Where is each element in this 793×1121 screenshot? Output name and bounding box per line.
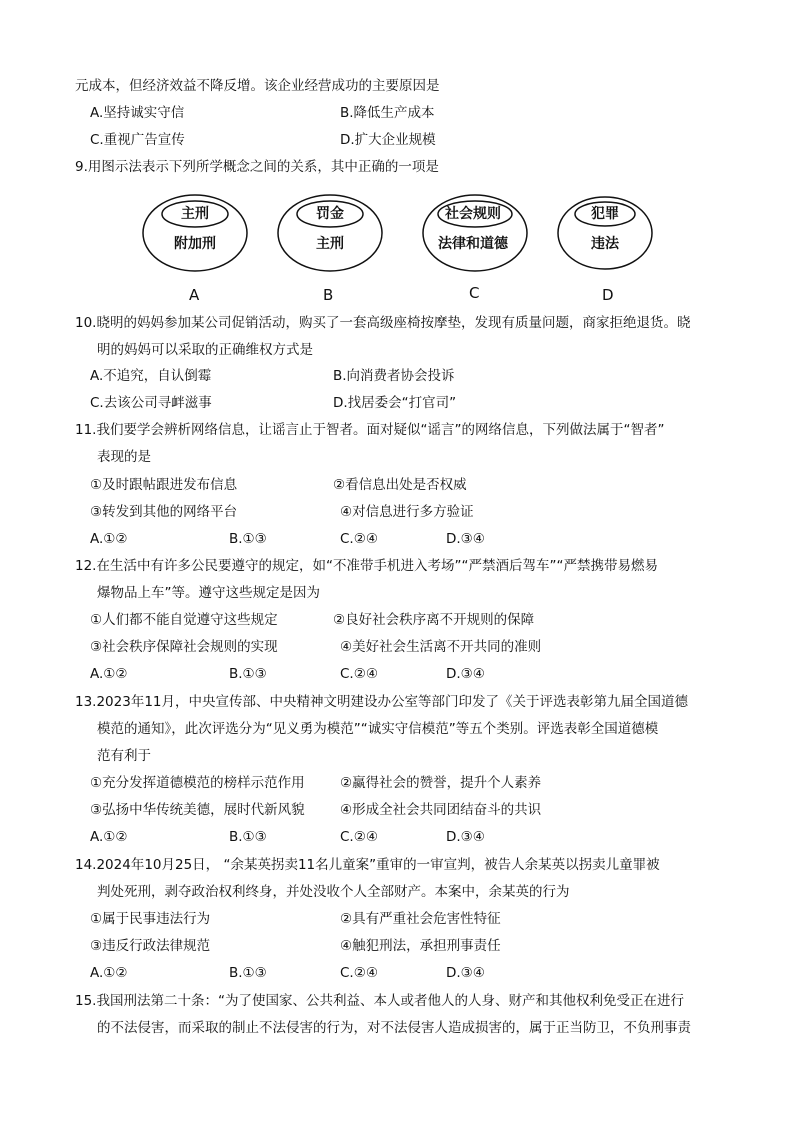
q14-item-1: ①属于民事违法行为: [90, 911, 211, 927]
q15-stem-line1: 15.我国刑法第二十条：“为了使国家、公共利益、本人或者他人的人身、财产和其他权利免受正在进行: [75, 993, 684, 1009]
q14-stem-line2: 判处死刑，剥夺政治权利终身，并处没收个人全部财产。本案中，余某英的行为: [97, 884, 570, 900]
q8-option-b: B.降低生产成本: [340, 105, 435, 121]
q12-item-3: ③社会秩序保障社会规则的实现: [90, 639, 278, 655]
q11-item-4: ④对信息进行多方验证: [340, 504, 474, 520]
q14-answer-c: C.②④: [340, 965, 378, 981]
q11-answer-d: D.③④: [446, 531, 485, 547]
q13-stem-line3: 范有利于: [97, 748, 151, 764]
diagram-a-inner-label: 主刑: [181, 206, 209, 222]
diagram-b-outer-circle: [275, 192, 385, 274]
q11-answer-b: B.①③: [229, 531, 267, 547]
q14-item-3: ③违反行政法律规范: [90, 938, 211, 954]
q12-answer-b: B.①③: [229, 666, 267, 682]
q14-item-4: ④触犯刑法，承担刑事责任: [340, 938, 501, 954]
q13-answer-a: A.①②: [90, 829, 128, 845]
q12-item-2: ②良好社会秩序离不开规则的保障: [333, 612, 535, 628]
diagram-a-outer-circle: [140, 192, 250, 274]
q15-stem-line2: 的不法侵害，而采取的制止不法侵害的行为，对不法侵害人造成损害的，属于正当防卫，不负刑事责: [97, 1020, 691, 1036]
q11-item-3: ③转发到其他的网络平台: [90, 504, 238, 520]
q8-option-c: C.重视广告宣传: [90, 132, 185, 148]
q12-answer-c: C.②④: [340, 666, 378, 682]
q10-stem-line1: 10.晓明的妈妈参加某公司促销活动，购买了一套高级座椅按摩垫，发现有质量问题，商家拒绝退货。晓: [75, 315, 691, 331]
diagram-d-outer-label: 违法: [591, 236, 619, 252]
q12-item-1: ①人们都不能自觉遵守这些规定: [90, 612, 278, 628]
q10-option-d: D.找居委会“打官司”: [333, 395, 457, 411]
q13-item-2: ②赢得社会的赞誉，提升个人素养: [340, 775, 542, 791]
q8-option-a: A.坚持诚实守信: [90, 105, 185, 121]
q14-stem-line1: 14.2024年10月25日， “余某英拐卖11名儿童案”重审的一审宣判，被告人余某英以拐卖儿童罪被: [75, 857, 660, 873]
q13-answer-b: B.①③: [229, 829, 267, 845]
q13-item-4: ④形成全社会共同团结奋斗的共识: [340, 802, 542, 818]
q11-item-1: ①及时跟帖跟进发布信息: [90, 477, 238, 493]
diagram-b-outer-label: 主刑: [316, 236, 344, 252]
q13-stem-line2: 模范的通知》，此次评选分为“见义勇为模范”“诚实守信模范”等五个类别。评选表彰全国道德模: [97, 721, 659, 737]
q14-answer-b: B.①③: [229, 965, 267, 981]
q12-stem-line2: 爆物品上车”等。遵守这些规定是因为: [97, 585, 320, 601]
q13-answer-c: C.②④: [340, 829, 378, 845]
q11-stem-line2: 表现的是: [97, 449, 151, 465]
q14-answer-a: A.①②: [90, 965, 128, 981]
diagram-b-letter: B: [323, 286, 334, 304]
q8-stem-continuation: 元成本，但经济效益不降反增。该企业经营成功的主要原因是: [75, 78, 440, 94]
q12-item-4: ④美好社会生活离不开共同的准则: [340, 639, 542, 655]
diagram-b-inner-label: 罚金: [316, 206, 344, 222]
q11-answer-c: C.②④: [340, 531, 378, 547]
diagram-c-outer-label: 法律和道德: [438, 236, 508, 252]
q10-option-c: C.去该公司寻衅滋事: [90, 395, 212, 411]
diagram-a-letter: A: [189, 286, 200, 304]
q9-stem: 9.用图示法表示下列所学概念之间的关系，其中正确的一项是: [75, 159, 439, 175]
diagram-d-letter: D: [602, 286, 614, 304]
q11-item-2: ②看信息出处是否权威: [333, 477, 467, 493]
diagram-c-letter: C: [469, 284, 480, 302]
q12-answer-d: D.③④: [446, 666, 485, 682]
diagram-c-outer-circle: [420, 192, 530, 274]
diagram-d-inner-label: 犯罪: [591, 206, 619, 222]
q10-stem-line2: 明的妈妈可以采取的正确维权方式是: [97, 342, 313, 358]
q11-stem-line1: 11.我们要学会辨析网络信息，让谣言止于智者。面对疑似“谣言”的网络信息，下列做法属于“智者”: [75, 422, 665, 438]
q13-answer-d: D.③④: [446, 829, 485, 845]
diagram-a-outer-label: 附加刑: [174, 236, 216, 252]
q8-option-d: D.扩大企业规模: [340, 132, 436, 148]
q13-item-1: ①充分发挥道德模范的榜样示范作用: [90, 775, 305, 791]
q12-stem-line1: 12.在生活中有许多公民要遵守的规定，如“不准带手机进入考场”“严禁酒后驾车”“严禁携带易燃易: [75, 558, 658, 574]
q9-concept-diagram: [130, 192, 690, 310]
q14-item-2: ②具有严重社会危害性特征: [340, 911, 501, 927]
q13-item-3: ③弘扬中华传统美德，展时代新风貌: [90, 802, 305, 818]
q13-stem-line1: 13.2023年11月，中央宣传部、中央精神文明建设办公室等部门印发了《关于评选表彰第九届全国道德: [75, 694, 689, 710]
q11-answer-a: A.①②: [90, 531, 128, 547]
q10-option-a: A.不追究，自认倒霉: [90, 368, 212, 384]
q12-answer-a: A.①②: [90, 666, 128, 682]
diagram-c-inner-label: 社会规则: [445, 206, 501, 222]
q10-option-b: B.向消费者协会投诉: [333, 368, 455, 384]
q14-answer-d: D.③④: [446, 965, 485, 981]
